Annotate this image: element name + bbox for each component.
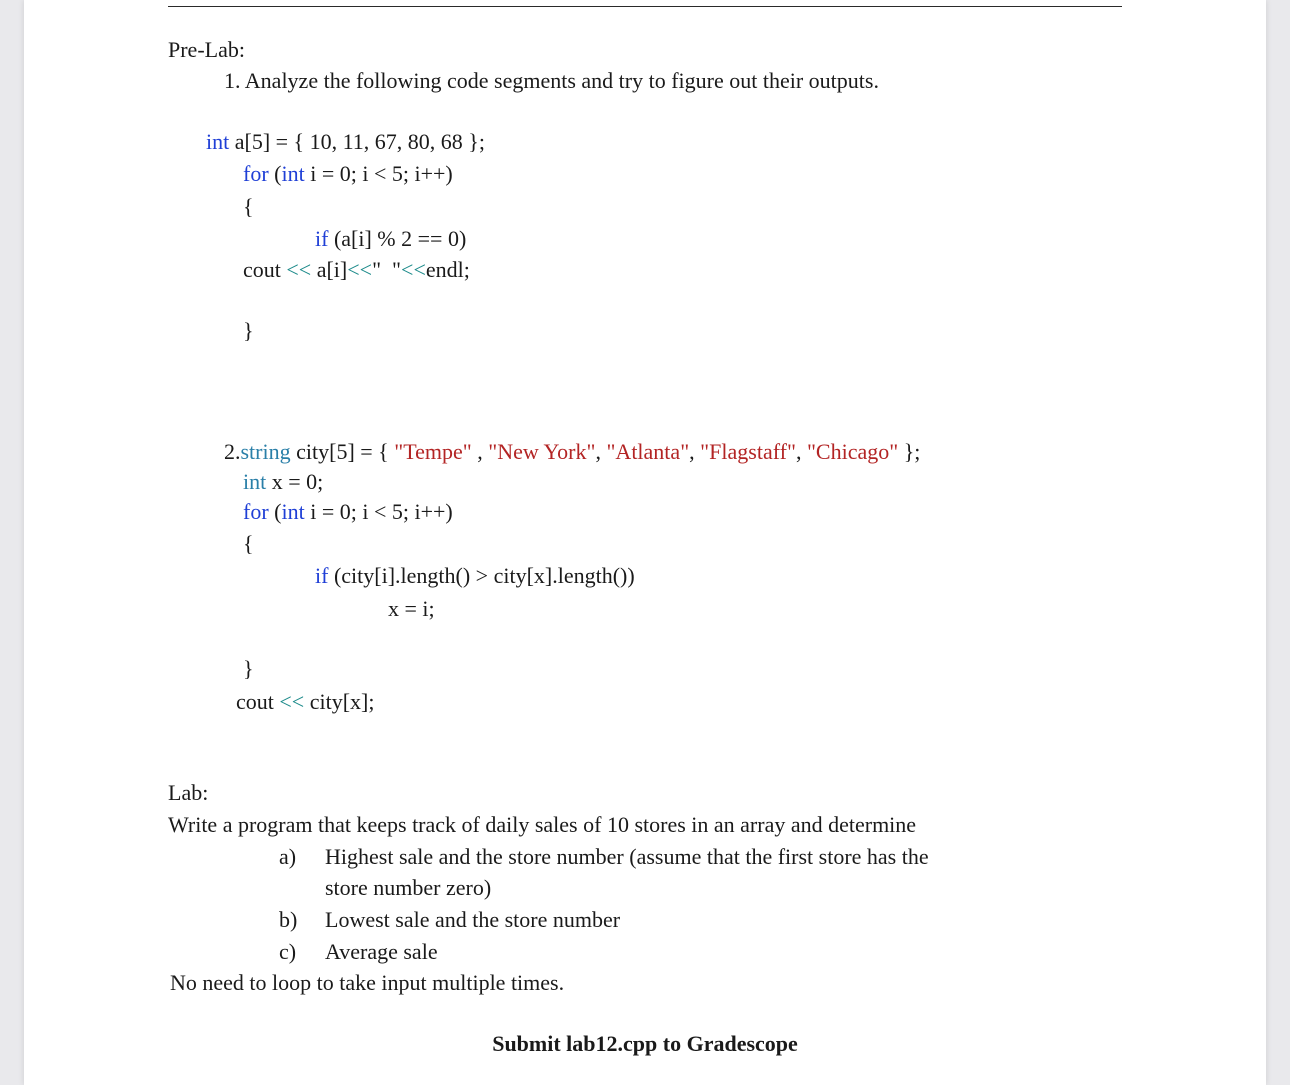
code2-line2 bbox=[243, 469, 323, 495]
code1-line4 bbox=[315, 226, 466, 252]
code2-line1 bbox=[224, 439, 920, 465]
submit-instruction: Submit lab12.cpp to Gradescope bbox=[492, 1031, 798, 1056]
prelab-heading: Pre-Lab: bbox=[168, 37, 245, 62]
code2-line3 bbox=[243, 499, 453, 525]
code2-text: , bbox=[689, 439, 701, 464]
code1-text: (a[i] % 2 == 0) bbox=[328, 226, 467, 251]
code1-line5 bbox=[243, 257, 470, 283]
top-rule bbox=[168, 6, 1122, 7]
code2-type: string bbox=[240, 439, 291, 464]
prelab-item-1: 1. Analyze the following code segments and try to figure out their outputs. bbox=[224, 68, 879, 93]
code2-keyword: for bbox=[243, 499, 269, 524]
lab-item-a-label: a) bbox=[279, 844, 297, 869]
code1-line1 bbox=[206, 129, 485, 155]
code1-text: i = 0; i < 5; i++) bbox=[304, 161, 453, 186]
code2-line6: x = i; bbox=[388, 596, 435, 621]
code2-text: i = 0; i < 5; i++) bbox=[304, 499, 453, 524]
document-page bbox=[24, 0, 1266, 1085]
code2-text: , bbox=[471, 439, 489, 464]
code1-keyword: int bbox=[206, 129, 230, 154]
code1-operator: << bbox=[401, 257, 426, 282]
code1-operator: << bbox=[347, 257, 373, 282]
code2-string: "Flagstaff" bbox=[700, 439, 796, 464]
code1-text: ( bbox=[268, 161, 282, 186]
lab-item-a-text-2: store number zero) bbox=[325, 875, 492, 900]
code2-line5 bbox=[315, 563, 635, 589]
code1-keyword: if bbox=[315, 226, 329, 251]
code1-text: " " bbox=[372, 257, 402, 282]
code2-line7: } bbox=[243, 656, 254, 681]
lab-item-b-text: Lowest sale and the store number bbox=[325, 907, 621, 932]
code2-string: "Chicago" bbox=[806, 439, 899, 464]
code1-text: a[i] bbox=[311, 257, 348, 282]
code2-line8 bbox=[236, 689, 374, 715]
code1-line6: } bbox=[243, 318, 254, 343]
code1-text: endl; bbox=[425, 257, 470, 282]
code2-text: (city[i].length() > city[x].length()) bbox=[328, 563, 635, 588]
lab-item-c-label: c) bbox=[279, 939, 297, 964]
code2-line4: { bbox=[243, 531, 254, 556]
code2-string: "Atlanta" bbox=[606, 439, 690, 464]
code2-keyword: if bbox=[315, 563, 329, 588]
code2-text: city[5] = { bbox=[290, 439, 395, 464]
code2-text: ( bbox=[268, 499, 282, 524]
code2-text: , bbox=[595, 439, 607, 464]
code1-keyword: for bbox=[243, 161, 269, 186]
code1-text: cout bbox=[243, 257, 287, 282]
lab-item-c-text: Average sale bbox=[325, 939, 438, 964]
lab-note: No need to loop to take input multiple times. bbox=[170, 970, 565, 995]
code2-text: , bbox=[795, 439, 807, 464]
code1-line3: { bbox=[243, 194, 254, 219]
code2-string: "New York" bbox=[488, 439, 596, 464]
lab-item-a-text-1: Highest sale and the store number (assume that the first store has the bbox=[325, 844, 929, 869]
code2-text: cout bbox=[236, 689, 280, 714]
code1-line2 bbox=[243, 161, 453, 187]
lab-item-b-label: b) bbox=[279, 907, 298, 932]
code1-keyword: int bbox=[281, 161, 305, 186]
lab-intro: Write a program that keeps track of daily sales of 10 stores in an array and determine bbox=[168, 812, 917, 837]
code2-string: "Tempe" bbox=[394, 439, 472, 464]
code1-operator: << bbox=[286, 257, 312, 282]
code2-type: int bbox=[243, 469, 267, 494]
code2-number: 2. bbox=[224, 439, 241, 464]
code1-text: a[5] = { 10, 11, 67, 80, 68 }; bbox=[229, 129, 485, 154]
code2-operator: << bbox=[279, 689, 305, 714]
code2-text: city[x]; bbox=[304, 689, 375, 714]
code2-text: x = 0; bbox=[266, 469, 324, 494]
lab-heading: Lab: bbox=[168, 780, 209, 805]
code2-keyword: int bbox=[281, 499, 305, 524]
code2-text: }; bbox=[898, 439, 921, 464]
